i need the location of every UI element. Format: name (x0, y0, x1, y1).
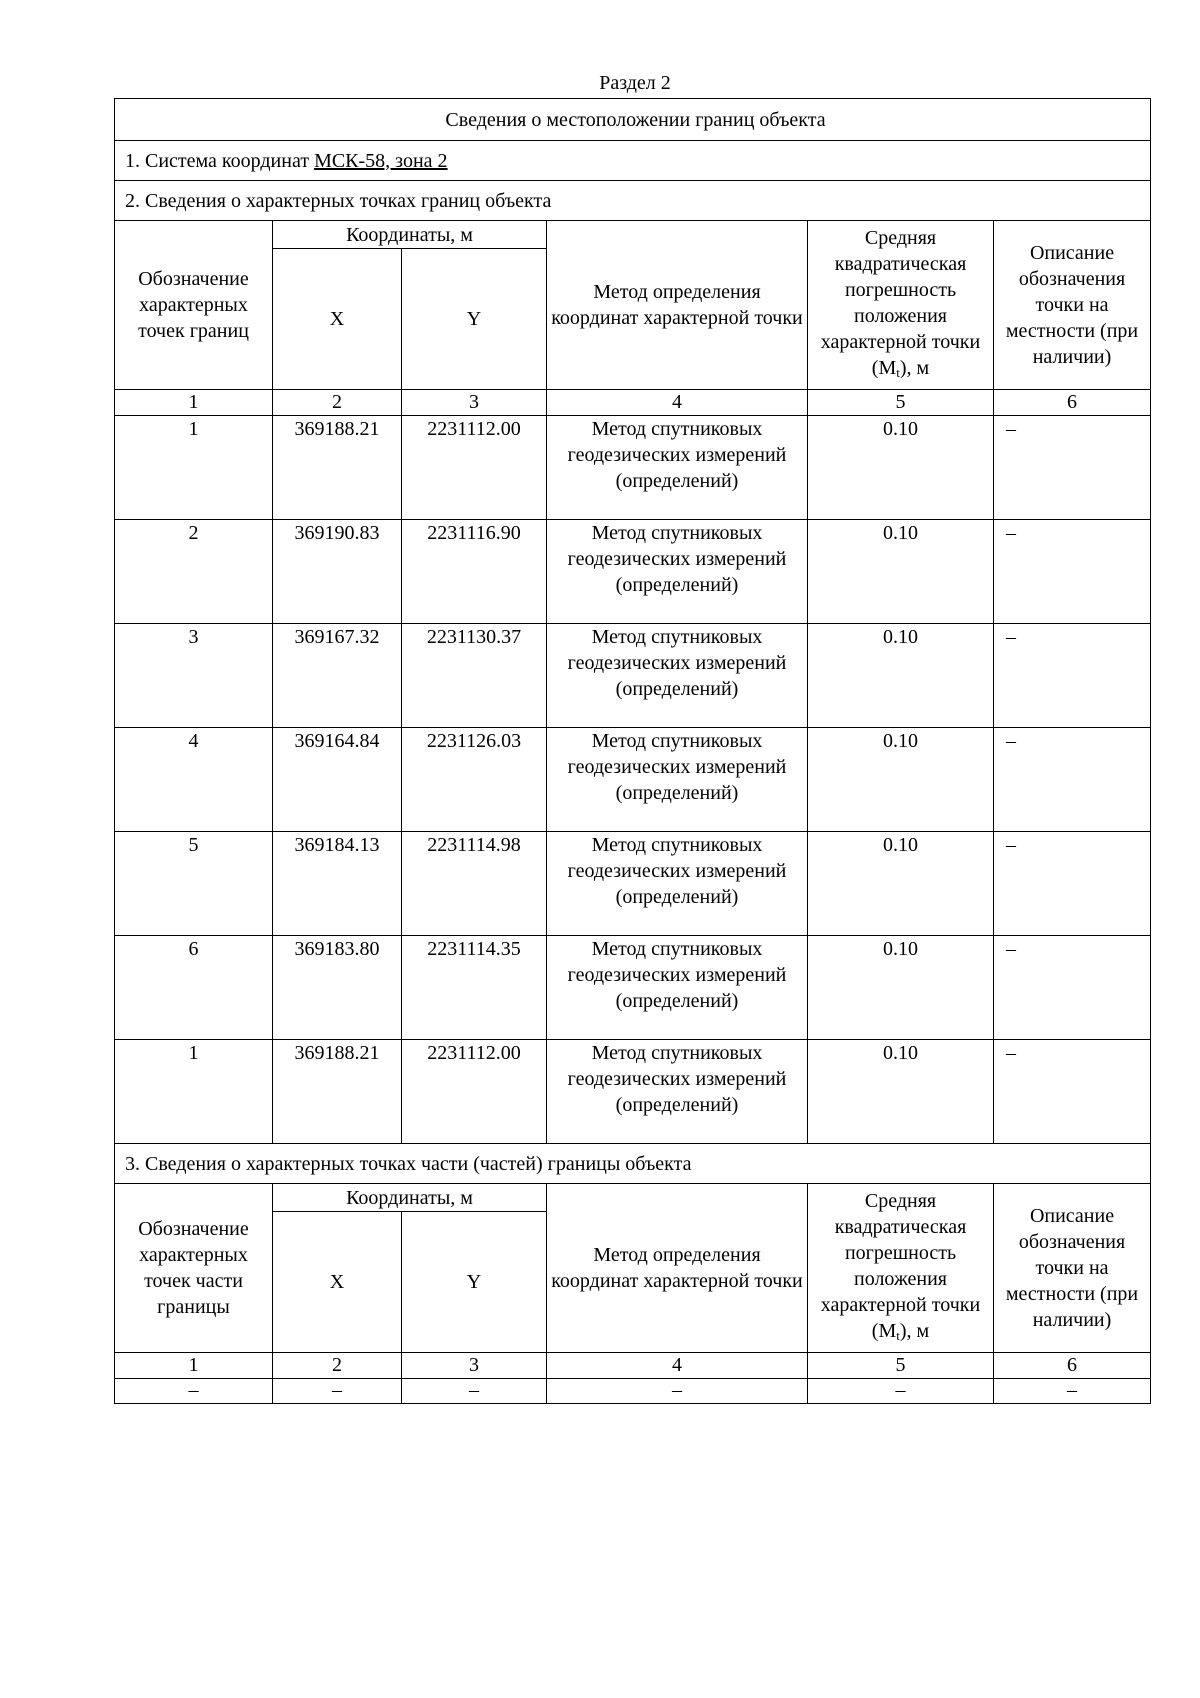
error-value: 0.10 (808, 416, 994, 520)
boundary-table (114, 98, 1151, 1404)
column-number: 4 (547, 390, 808, 416)
header-description: Описание обозначения точки на местности (при наличии) (994, 221, 1151, 390)
column-number: 4 (547, 1353, 808, 1379)
table-row (115, 832, 1151, 936)
table-row (115, 728, 1151, 832)
coord-system-prefix: 1. Система координат (125, 149, 315, 172)
part-column-numbers-row (115, 1353, 1151, 1379)
column-number: 6 (994, 390, 1151, 416)
point-description: – (994, 624, 1151, 728)
part-header-error (808, 1184, 994, 1353)
header-error (808, 221, 994, 390)
coord-y: – (402, 1379, 547, 1404)
boundary-points-heading-row (115, 181, 1151, 221)
error-value: – (808, 1379, 994, 1404)
coord-y: 2231112.00 (402, 416, 547, 520)
coord-system-row (115, 141, 1151, 181)
method: Метод спутниковых геодезических измерений (определений) (547, 520, 808, 624)
part-header-error-prefix: Средняя квадратическая погрешность положения характерной точки (M (820, 1189, 981, 1342)
header-error-sub: t (896, 364, 900, 380)
table-row (115, 520, 1151, 624)
coord-x: 369188.21 (273, 416, 402, 520)
coord-system (115, 141, 1151, 181)
column-number: 6 (994, 1353, 1151, 1379)
header-error-prefix: Средняя квадратическая погрешность положения характерной точки (M (820, 226, 981, 379)
table-row (115, 416, 1151, 520)
part-header-y: Y (402, 1212, 547, 1353)
part-header-coords-group: Координаты, м (273, 1184, 547, 1212)
coord-x: 369190.83 (273, 520, 402, 624)
point-description: – (994, 520, 1151, 624)
part-header-method: Метод определения координат характерной точки (547, 1184, 808, 1353)
coord-y: 2231112.00 (402, 1040, 547, 1144)
method: Метод спутниковых геодезических измерений (определений) (547, 832, 808, 936)
header-designation: Обозначение характерных точек границ (115, 221, 273, 390)
column-number: 5 (808, 1353, 994, 1379)
point-number: 6 (115, 936, 273, 1040)
point-number: 1 (115, 416, 273, 520)
coord-x: 369188.21 (273, 1040, 402, 1144)
column-number: 1 (115, 390, 273, 416)
column-number: 1 (115, 1353, 273, 1379)
error-value: 0.10 (808, 728, 994, 832)
method: Метод спутниковых геодезических измерений (определений) (547, 1040, 808, 1144)
boundary-points-heading: 2. Сведения о характерных точках границ объекта (115, 181, 1151, 221)
error-value: 0.10 (808, 520, 994, 624)
part-header-description: Описание обозначения точки на местности (при наличии) (994, 1184, 1151, 1353)
part-header-designation: Обозначение характерных точек части границы (115, 1184, 273, 1353)
error-value: 0.10 (808, 1040, 994, 1144)
coord-y: 2231114.98 (402, 832, 547, 936)
coord-x: 369164.84 (273, 728, 402, 832)
section-title: Раздел 2 (599, 72, 671, 94)
point-description: – (994, 1379, 1151, 1404)
column-number: 5 (808, 390, 994, 416)
point-number: 4 (115, 728, 273, 832)
part-header-error-suffix: ), м (899, 1319, 930, 1342)
point-number: 2 (115, 520, 273, 624)
point-description: – (994, 936, 1151, 1040)
method: – (547, 1379, 808, 1404)
column-number: 3 (402, 390, 547, 416)
coord-x: – (273, 1379, 402, 1404)
point-number: 5 (115, 832, 273, 936)
part-points-heading-row (115, 1144, 1151, 1184)
table-title: Сведения о местоположении границ объекта (115, 99, 1151, 141)
coord-y: 2231116.90 (402, 520, 547, 624)
boundary-header-row-1 (115, 221, 1151, 249)
error-value: 0.10 (808, 936, 994, 1040)
part-header-x: X (273, 1212, 402, 1353)
part-header-row-1 (115, 1184, 1151, 1212)
method: Метод спутниковых геодезических измерений (определений) (547, 728, 808, 832)
table-row (115, 1379, 1151, 1404)
point-number: 3 (115, 624, 273, 728)
column-number: 2 (273, 1353, 402, 1379)
point-description: – (994, 728, 1151, 832)
point-description: – (994, 832, 1151, 936)
coord-y: 2231114.35 (402, 936, 547, 1040)
part-header-error-sub: t (896, 1327, 900, 1343)
header-coords-group: Координаты, м (273, 221, 547, 249)
boundary-column-numbers-row (115, 390, 1151, 416)
error-value: 0.10 (808, 832, 994, 936)
coord-system-value: МСК-58, зона 2 (314, 149, 448, 172)
part-points-heading: 3. Сведения о характерных точках части (частей) границы объекта (115, 1144, 1151, 1184)
coord-y: 2231126.03 (402, 728, 547, 832)
method: Метод спутниковых геодезических измерений (определений) (547, 936, 808, 1040)
table-title-row (115, 99, 1151, 141)
method: Метод спутниковых геодезических измерений (определений) (547, 416, 808, 520)
point-number: 1 (115, 1040, 273, 1144)
point-description: – (994, 1040, 1151, 1144)
column-number: 3 (402, 1353, 547, 1379)
coord-x: 369184.13 (273, 832, 402, 936)
table-row (115, 1040, 1151, 1144)
header-y: Y (402, 249, 547, 390)
coord-x: 369167.32 (273, 624, 402, 728)
column-number: 2 (273, 390, 402, 416)
coord-x: 369183.80 (273, 936, 402, 1040)
table-row (115, 936, 1151, 1040)
header-x: X (273, 249, 402, 390)
method: Метод спутниковых геодезических измерений (определений) (547, 624, 808, 728)
header-method: Метод определения координат характерной точки (547, 221, 808, 390)
header-error-suffix: ), м (899, 356, 930, 379)
error-value: 0.10 (808, 624, 994, 728)
table-row (115, 624, 1151, 728)
coord-y: 2231130.37 (402, 624, 547, 728)
point-number: – (115, 1379, 273, 1404)
point-description: – (994, 416, 1151, 520)
